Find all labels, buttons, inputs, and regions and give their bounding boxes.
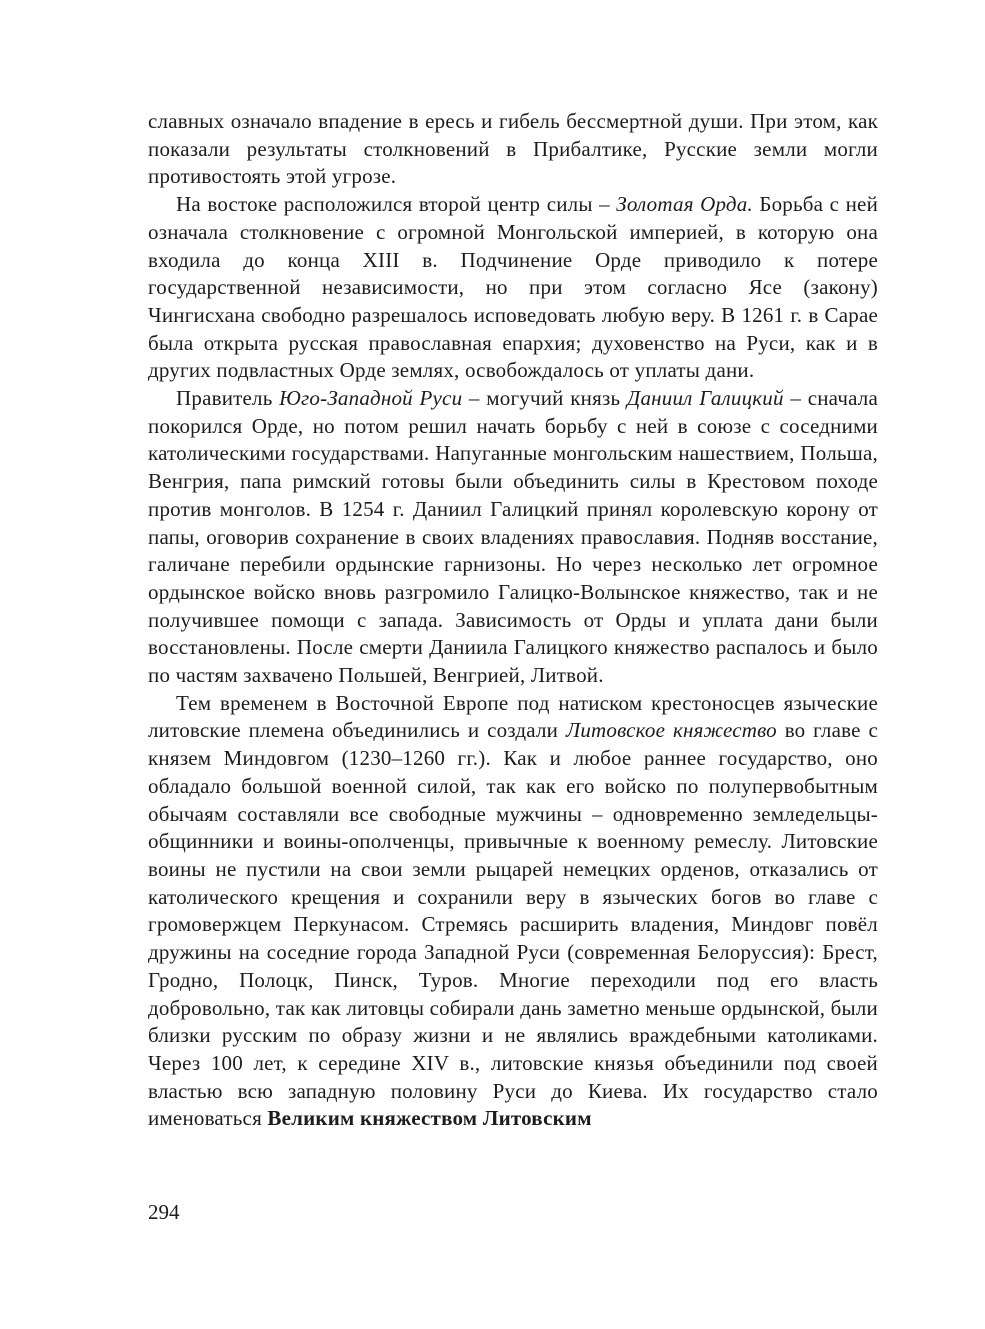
text-run: Тем временем в Восточной Европе под натиском крестоносцев языческие литовские племена объединились и создали <box>148 690 878 743</box>
text-run: Литовское княжество <box>565 718 777 743</box>
text-run: Великим княжеством Литовским <box>267 1106 592 1131</box>
text-block <box>148 108 878 1133</box>
paragraph <box>148 108 878 191</box>
paragraph <box>148 385 878 690</box>
text-run: Правитель <box>176 386 280 411</box>
text-run: Юго-Западной Руси <box>279 386 463 411</box>
paragraph <box>148 690 878 1133</box>
page-number: 294 <box>148 1200 180 1224</box>
text-run: Золотая Орда. <box>616 192 753 217</box>
text-run: славных означало впадение в ересь и гибель бессмертной души. При этом, как показали результаты столкновений в Прибалтике, Русские земли могли противостоять этой угрозе. <box>148 109 878 189</box>
paragraph <box>148 191 878 385</box>
text-run: Даниил Галицкий <box>626 386 784 411</box>
text-run: Борьба с ней означала столкновение с огромной Монгольской империей, в которую она входила до конца XIII в. Подчинение Орде приводило к потере государственной независимости, но при этом согласно Ясе (закону) Чингисхана свободно разрешалось исповедовать любую веру. В 1261 г. в Сарае была открыта русская православная епархия; духовенство на Руси, как и в других подвластных Орде землях, освобождалось от уплаты дани. <box>148 192 879 383</box>
text-run: На востоке расположился второй центр силы – <box>176 192 617 217</box>
text-run: – могучий князь <box>462 386 627 411</box>
text-run: во главе с князем Миндовгом (1230–1260 гг.). Как и любое раннее государство, оно обладало большой военной силой, так как его войско по полупервобытным обычаям составляли все свободные мужчины – одновременно земледельцы-общинники и воины-ополченцы, привычные к военному ремеслу. Литовские воины не пустили на свои земли рыцарей немецких орденов, отказались от католического крещения и сохранили веру в языческих богов во главе с громовержцем Перкунасом. Стремясь расширить владения, Миндовг повёл дружины на соседние города Западной Руси (современная Белоруссия): Брест, Гродно, Полоцк, Пинск, Туров. Многие переходили под его власть добровольно, так как литовцы собирали дань заметно меньше ордынской, были близки русским по образу жизни и не являлись враждебными католиками. Через 100 лет, к середине XIV в., литовские князья объединили под своей властью всю западную половину Руси до Киева. Их государство стало именоваться <box>148 718 878 1131</box>
text-run: – сначала покорился Орде, но потом решил начать борьбу с ней в союзе с соседними католическими государствами. Напуганные монгольским нашествием, Польша, Венгрия, папа римский готовы были объединить силы в Крестовом походе против монголов. В 1254 г. Даниил Галицкий принял королевскую корону от папы, оговорив сохранение в своих владениях православия. Подняв восстание, галичане перебили ордынские гарнизоны. Но через несколько лет огромное ордынское войско вновь разгромило Галицко-Волынское княжество, так и не получившее помощи с запада. Зависимость от Орды и уплата дани были восстановлены. После смерти Даниила Галицкого княжество распалось и было по частям захвачено Польшей, Венгрией, Литвой. <box>148 386 879 688</box>
